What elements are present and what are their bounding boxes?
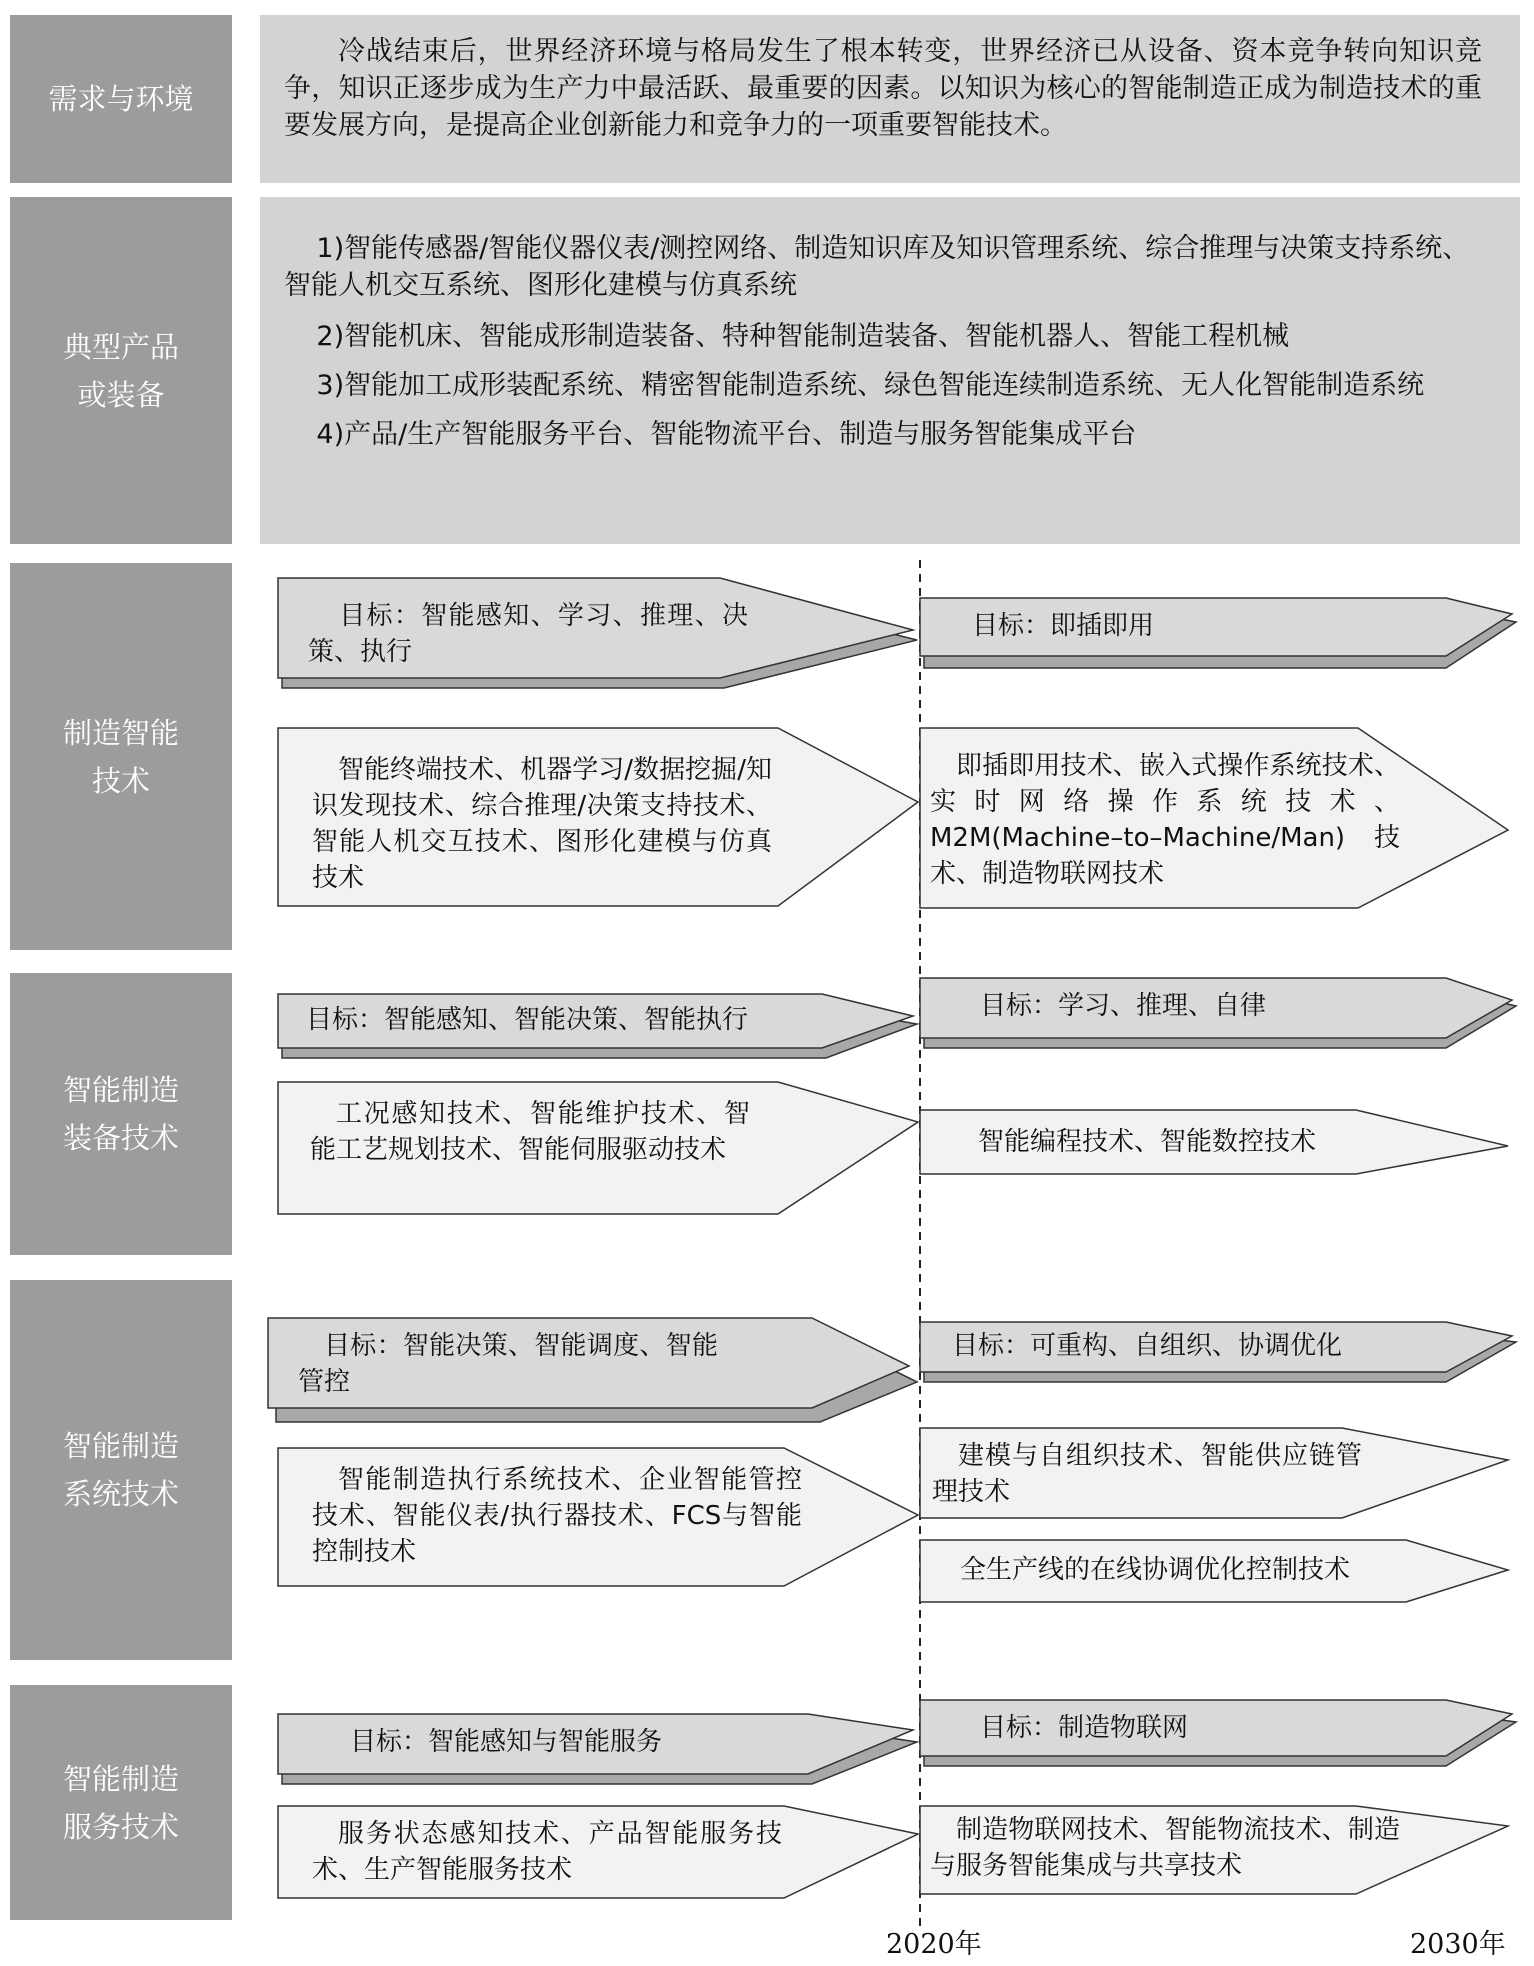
products-item-3: 3)智能加工成形装配系统、精密智能制造系统、绿色智能连续制造系统、无人化智能制造系统: [316, 370, 1425, 401]
tech-right-system-2-text: 全生产线的在线协调优化控制技术: [960, 1555, 1351, 1585]
goal-right-equipment-text: 目标：学习、推理、自律: [980, 991, 1267, 1021]
goal-left-mfg-intel-text: 目标：智能感知、学习、推理、决策、执行: [308, 601, 748, 667]
row-label-equipment-text: 智能制造 装备技术: [62, 1073, 179, 1155]
row-label-products-text: 典型产品 或装备: [62, 329, 179, 412]
goal-left-service-text: 目标：智能感知与智能服务: [350, 1727, 663, 1757]
row-label-system-text: 智能制造 系统技术: [62, 1429, 179, 1511]
row-label-service-text: 智能制造 服务技术: [62, 1761, 179, 1844]
demand-text: 冷战结束后，世界经济环境与格局发生了根本转变，世界经济已从设备、资本竞争转向知识竞争，知识正逐步成为生产力中最活跃、最重要的因素。以知识为核心的智能制造正成为制造技术的重要发展方向，是提高企业创新能力和竞争力的一项重要智能技术。: [284, 36, 1482, 141]
row-label-mfg-intel-text: 制造智能 技术: [62, 715, 179, 798]
goal-right-system-text: 目标：可重构、自组织、协调优化: [952, 1331, 1343, 1361]
tech-right-mfg-intel-text: 即插即用技术、嵌入式操作系统技术、实时网络操作系统技术、M2M(Machine–to–Machine/Man)技术、制造物联网技术: [930, 751, 1400, 889]
goal-right-service-text: 目标：制造物联网: [980, 1713, 1189, 1743]
tech-left-mfg-intel-text: 智能终端技术、机器学习/数据挖掘/知识发现技术、综合推理/决策支持技术、智能人机交互技术、图形化建模与仿真技术: [312, 755, 772, 893]
products-item-4: 4)产品/生产智能服务平台、智能物流平台、制造与服务智能集成平台: [316, 419, 1137, 450]
goal-right-mfg-intel-text: 目标：即插即用: [972, 611, 1155, 641]
goal-left-system-text: 目标：智能决策、智能调度、智能管控: [298, 1331, 718, 1397]
tech-left-equipment-text: 工况感知技术、智能维护技术、智能工艺规划技术、智能伺服驱动技术: [310, 1099, 750, 1165]
products-item-2: 2)智能机床、智能成形制造装备、特种智能制造装备、智能机器人、智能工程机械: [316, 321, 1290, 352]
tech-right-service-text: 制造物联网技术、智能物流技术、制造与服务智能集成与共享技术: [930, 1815, 1400, 1881]
products-item-1: 1)智能传感器/智能仪器仪表/测控网络、制造知识库及知识管理系统、综合推理与决策支持系统、智能人机交互系统、图形化建模与仿真系统: [284, 233, 1470, 301]
tech-right-equipment-text: 智能编程技术、智能数控技术: [978, 1127, 1317, 1157]
row-label-demand-text: 需求与环境: [48, 82, 194, 116]
goal-left-equipment-text: 目标：智能感知、智能决策、智能执行: [306, 1005, 749, 1035]
tech-left-service-text: 服务状态感知技术、产品智能服务技术、生产智能服务技术: [312, 1819, 782, 1885]
tech-right-system-1-text: 建模与自组织技术、智能供应链管理技术: [932, 1441, 1362, 1507]
tech-left-system-text: 智能制造执行系统技术、企业智能管控技术、智能仪表/执行器技术、FCS与智能控制技术: [312, 1465, 802, 1567]
year-2030-label: 2030年: [1410, 1929, 1506, 1960]
year-2020-label: 2020年: [886, 1929, 982, 1960]
